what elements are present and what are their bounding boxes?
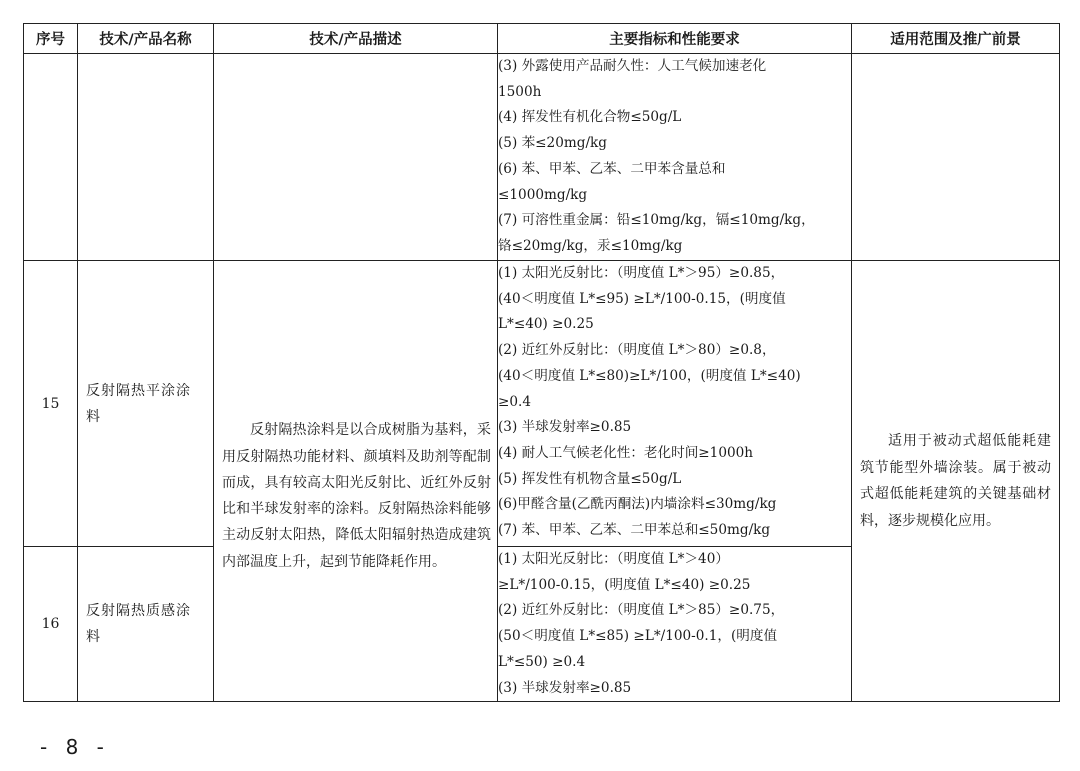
requirement-line: (6)甲醛含量(乙酰丙酮法)内墙涂料≤30mg/kg [498,496,777,513]
table-row-15 [24,261,1060,547]
requirement-line: 1500h [498,83,542,100]
table-row-continuation [24,54,1060,261]
requirement-line: (4) 挥发性有机化合物≤50g/L [498,109,682,126]
row-number: 15 [24,261,78,547]
cell-requirements-15 [498,261,852,547]
header-name: 技术/产品名称 [78,24,214,54]
spec-table [23,23,1060,702]
cell-number-empty [24,54,78,261]
header-scope: 适用范围及推广前景 [852,24,1060,54]
requirement-line: (7) 可溶性重金属：铅≤10mg/kg，镉≤10mg/kg， [498,212,815,229]
requirement-line: (2) 近红外反射比：（明度值 L*＞80）≥0.8， [498,342,776,359]
requirement-line: (1) 太阳光反射比：（明度值 L*＞95）≥0.85， [498,265,785,281]
requirement-line: (6) 苯、甲苯、乙苯、二甲苯含量总和 [498,160,726,177]
requirement-line: (3) 半球发射率≥0.85 [498,419,632,436]
requirement-line: (7) 苯、甲苯、乙苯、二甲苯总和≤50mg/kg [498,522,771,539]
description-text: 反射隔热涂料是以合成树脂为基料，采用反射隔热功能材料、颜填料及助剂等配制而成，具有较高太阳光反射比、近红外反射比和半球发射率的涂料。反射隔热涂料能够主动反射太阳热，降低太阳辐射热造成建筑内部温度上升，起到节能降耗作用。 [222,422,491,570]
header-description: 技术/产品描述 [214,24,498,54]
requirement-line: L*≤40) ≥0.25 [498,316,594,333]
product-name: 反射隔热平涂涂料 [78,261,214,547]
requirement-line: (40＜明度值 L*≤80)≥L*/100，(明度值 L*≤40) [498,367,801,384]
cell-description-empty [214,54,498,261]
product-description [214,261,498,702]
requirement-line: (4) 耐人工气候老化性：老化时间≥1000h [498,444,754,461]
cell-name-empty [78,54,214,261]
requirement-line: (3) 外露使用产品耐久性：人工气候加速老化 [498,58,767,74]
table-header-row [24,24,1060,54]
requirement-line: (5) 挥发性有机物含量≤50g/L [498,470,682,487]
requirement-line: ≥L*/100-0.15，(明度值 L*≤40) ≥0.25 [498,576,751,593]
page-number: - 8 - [40,735,110,759]
cell-requirements-16 [498,547,852,702]
requirement-line: (40＜明度值 L*≤95) ≥L*/100-0.15，(明度值 [498,290,786,307]
scope-text: 适用于被动式超低能耗建筑节能型外墙涂装。属于被动式超低能耗建筑的关键基础材料，逐步规模化应用。 [860,433,1051,529]
cell-requirements-continuation [498,54,852,261]
header-requirements: 主要指标和性能要求 [498,24,852,54]
requirement-line: ≥0.4 [498,393,532,410]
product-name: 反射隔热质感涂料 [78,547,214,702]
requirement-line: (5) 苯≤20mg/kg [498,135,607,152]
requirement-line: (50＜明度值 L*≤85) ≥L*/100-0.1，(明度值 [498,628,778,645]
requirement-line: (3) 半球发射率≥0.85 [498,679,632,696]
row-number: 16 [24,547,78,702]
requirement-line: L*≤50) ≥0.4 [498,653,586,670]
application-scope [852,261,1060,702]
requirement-line: (2) 近红外反射比：（明度值 L*＞85）≥0.75， [498,602,785,619]
requirement-line: ≤1000mg/kg [498,186,588,203]
cell-scope-empty [852,54,1060,261]
header-number: 序号 [24,24,78,54]
requirement-line: (1) 太阳光反射比：（明度值 L*＞40） [498,551,729,567]
requirement-line: 铬≤20mg/kg，汞≤10mg/kg [498,237,683,254]
